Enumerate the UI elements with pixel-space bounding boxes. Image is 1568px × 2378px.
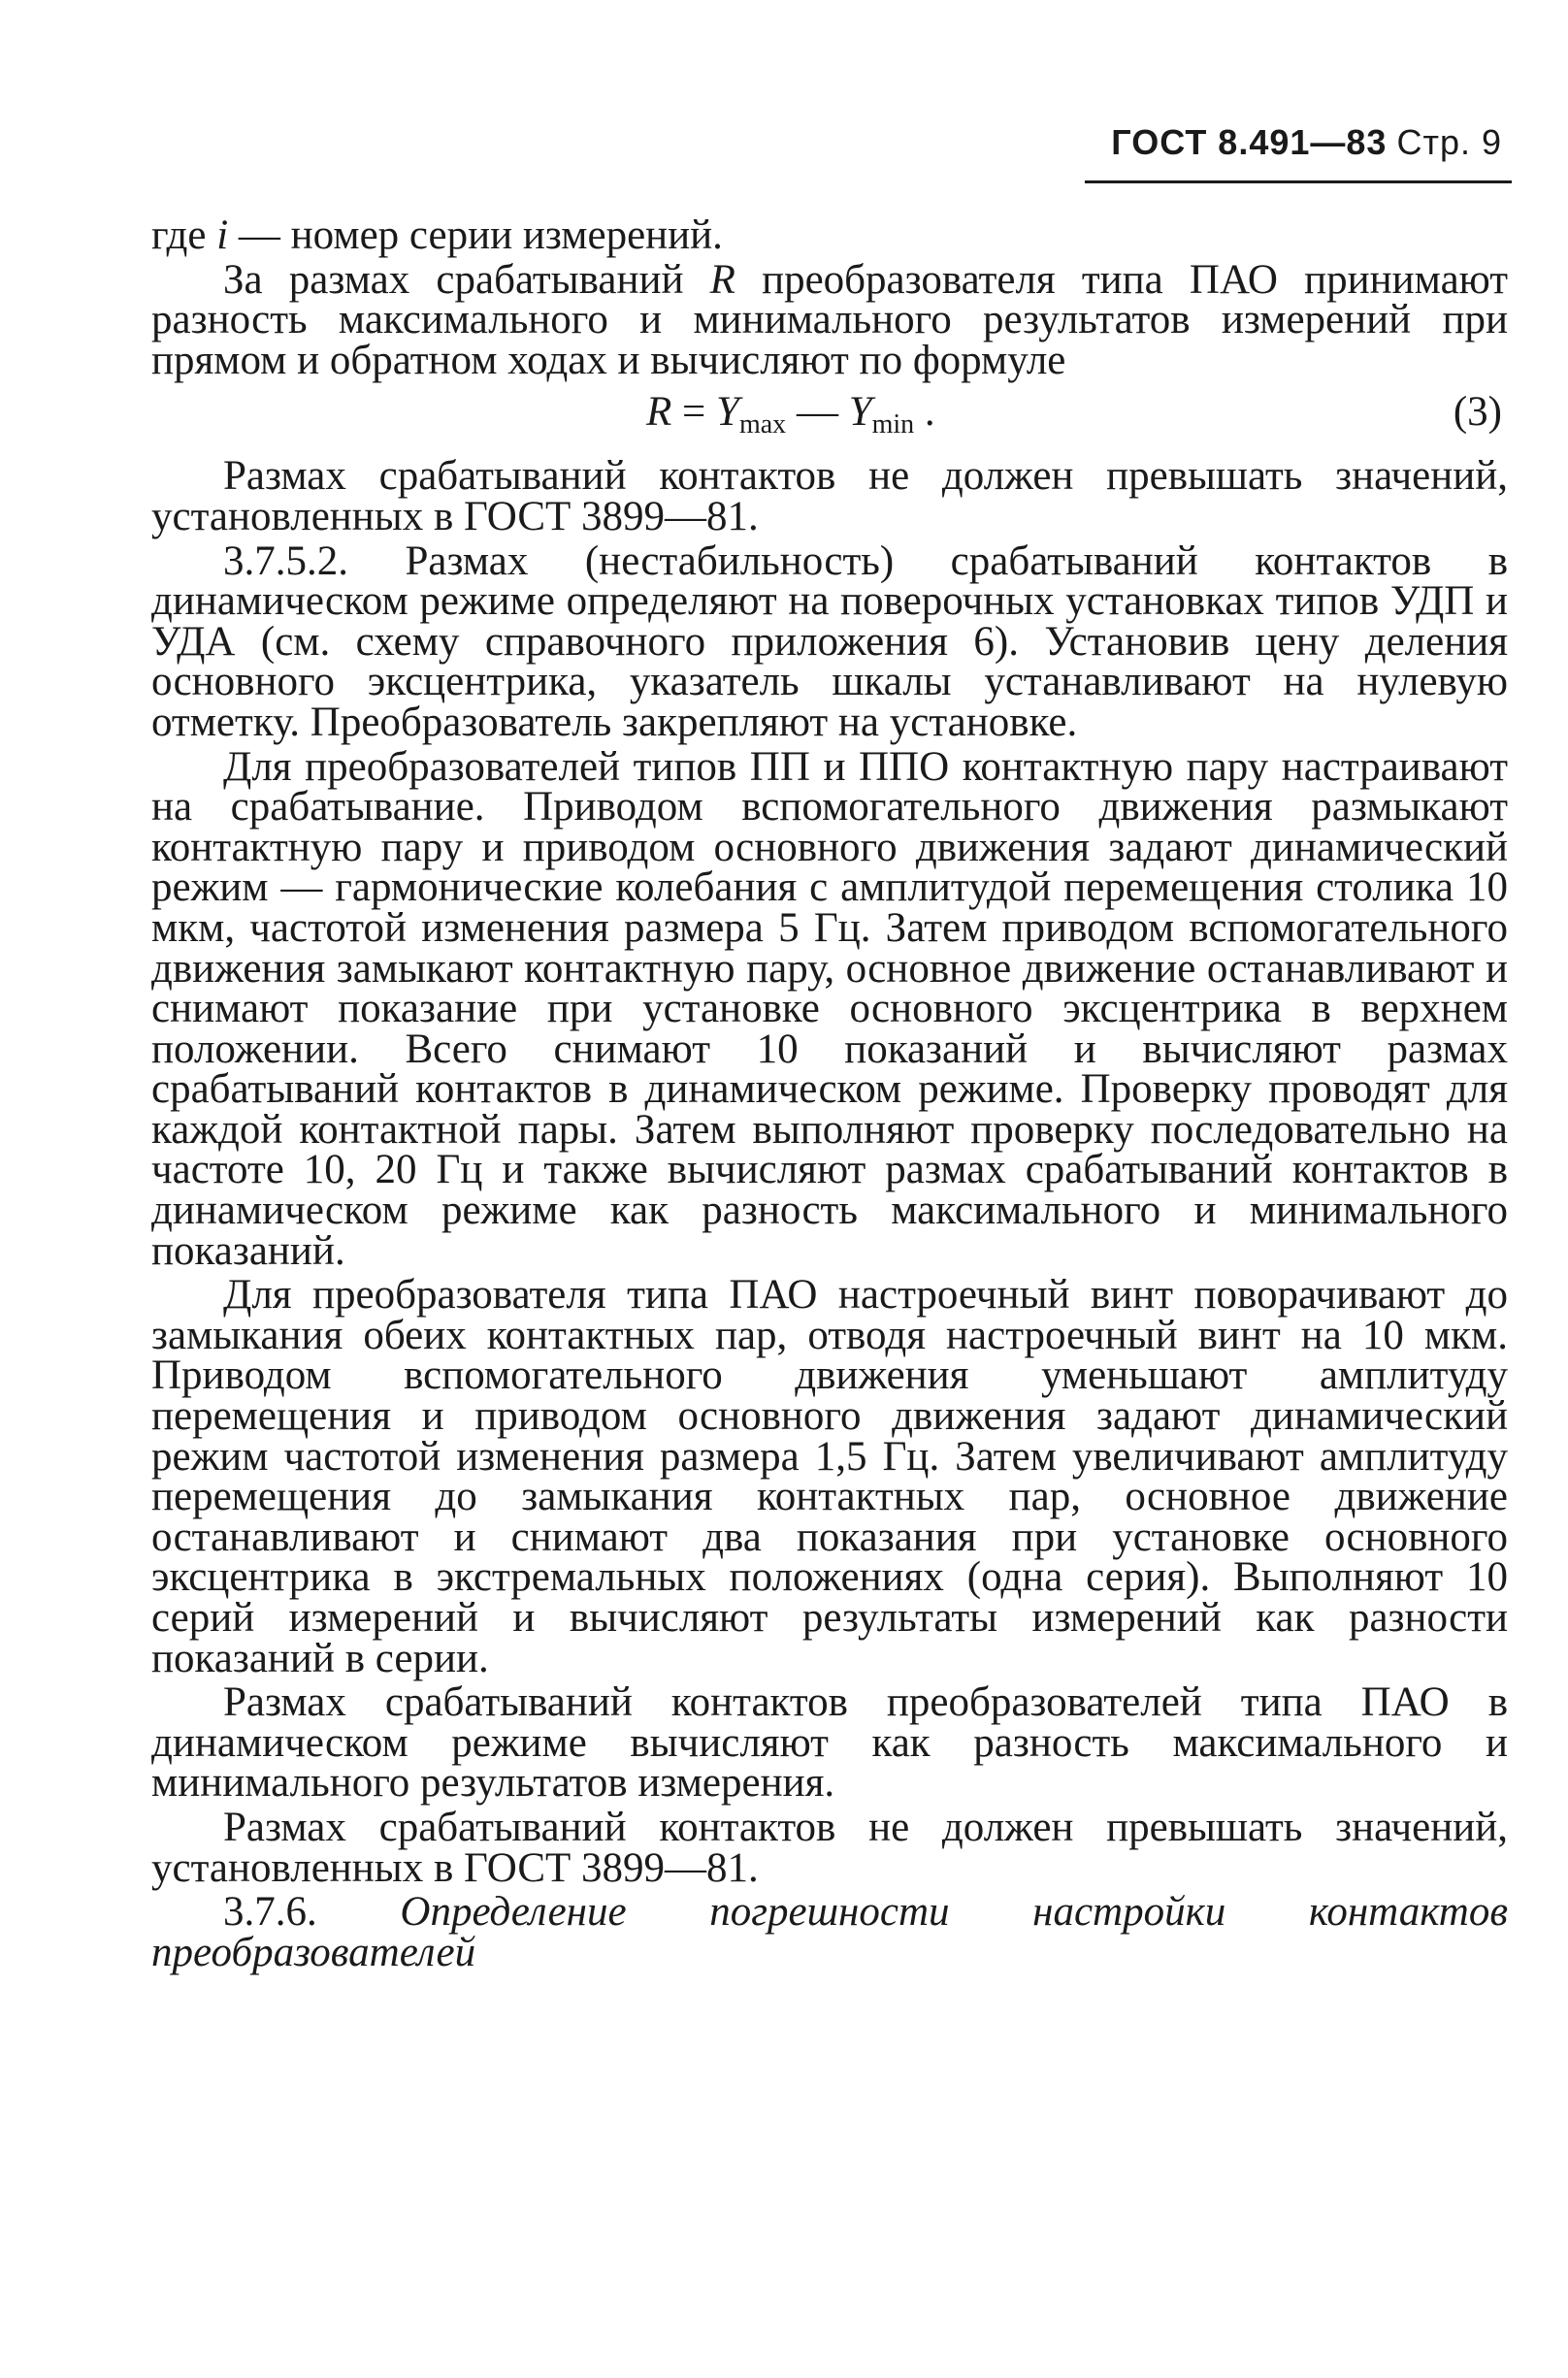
index-variable: i bbox=[216, 212, 229, 258]
section-3-7-5-2-paragraph: 3.7.5.2. Размах (нестабильность) срабатываний контактов в динамическом режиме определяют на поверочных установках типов УДП и УДА (см. схему справочного приложения 6). Установив цену деления основного эксцентрика, указатель шкалы устанавливают на нулевую отметку. Преобразователь закрепляют на установке. bbox=[151, 537, 1508, 745]
page-header bbox=[1111, 122, 1502, 163]
section-title: Определение погрешности настройки контактов преобразователей bbox=[151, 1889, 1509, 1975]
range-definition-paragraph: За размах срабатываний R преобразователя типа ПАО принимают разность максимального и минимального результатов измерений при прямом и обратном ходах и вычисляют по формуле bbox=[151, 256, 1508, 383]
header-divider bbox=[1085, 180, 1512, 183]
document-number: ГОСТ 8.491—83 bbox=[1111, 122, 1388, 162]
section-number: 3.7.6. bbox=[223, 1889, 401, 1936]
paragraph: Для преобразователей типов ПП и ППО контактную пару настраивают на срабатывание. Приводом вспомогательного движения размыкают контактную пару и приводом основного движения задают динамический режим — гармонические колебания с амплитудой перемещения столика 10 мкм, частотой изменения размера 5 Гц. Затем приводом вспомогательного движения замыкают контактную пару, основное движение останавливают и снимают показание при установке основного эксцентрика в верхнем положении. Всего снимают 10 показаний и вычисляют размах срабатываний контактов в динамическом режиме. Проверку проводят для каждой контактной пары. Затем выполняют проверку последовательно на частоте 10, 20 Гц и также вычисляют размах срабатываний контактов в динамическом режиме как разность максимального и минимального показаний. bbox=[151, 743, 1508, 1274]
paragraph: Размах срабатываний контактов преобразователей типа ПАО в динамическом режиме вычисляют как разность максимального и минимального результатов измерения. bbox=[151, 1679, 1508, 1807]
document-body bbox=[151, 212, 1509, 1976]
formula-expression: $R = Y_{max}$ — $Y_{min}$ . bbox=[646, 389, 935, 440]
paragraph: Размах срабатываний контактов не должен превышать значений, установленных в ГОСТ 3899—81. bbox=[151, 1804, 1508, 1891]
range-variable: R bbox=[709, 256, 735, 303]
where-paragraph: где i — номер серии измерений. bbox=[151, 212, 723, 258]
formula-3 bbox=[151, 390, 1508, 448]
section-3-7-6-heading bbox=[151, 1889, 1509, 1975]
paragraph: Для преобразователя типа ПАО настроечный винт поворачивают до замыкания обеих контактных пар, отводя настроечный винт на 10 мкм. Приводом вспомогательного движения уменьшают амплитуду перемещения и приводом основного движения задают динамический режим частотой изменения размера 1,5 Гц. Затем увеличивают амплитуду перемещения до замыкания контактных пар, основное движение останавливают и снимают два показания при установке основного эксцентрика в экстремальных положениях (одна серия). Выполняют 10 серий измерений и вычисляют результаты измерений как разности показаний в серии. bbox=[151, 1272, 1508, 1681]
formula-number: (3) bbox=[1453, 389, 1502, 436]
page-number: Стр. 9 bbox=[1396, 122, 1502, 162]
paragraph: Размах срабатываний контактов не должен превышать значений, установленных в ГОСТ 3899—81. bbox=[151, 453, 1508, 539]
